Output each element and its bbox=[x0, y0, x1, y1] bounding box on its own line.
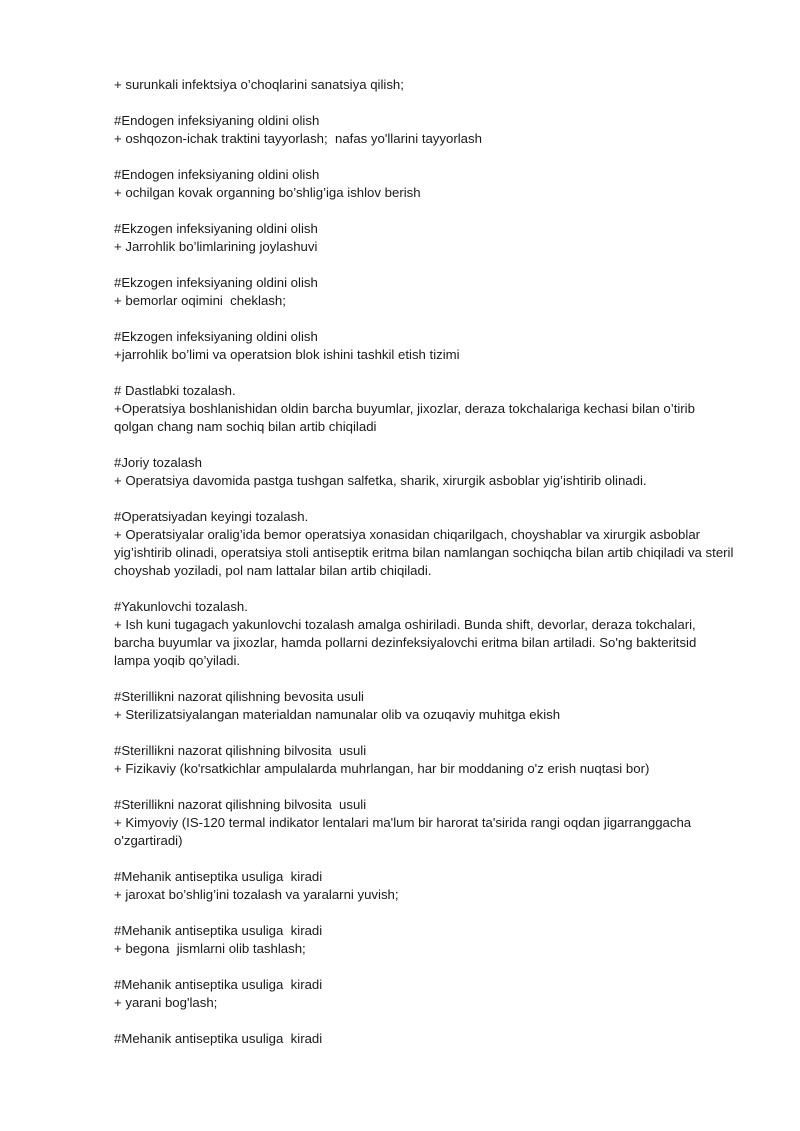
question-block bbox=[114, 1030, 734, 1048]
question-heading: #Yakunlovchi tozalash. bbox=[114, 599, 248, 614]
question-heading: #Mehanik antiseptika usuliga kiradi bbox=[114, 977, 323, 992]
question-heading: #Sterillikni nazorat qilishning bilvosita usuli bbox=[114, 797, 367, 812]
answer-line: + surunkali infektsiya o’choqlarini sanatsiya qilish; bbox=[114, 77, 404, 92]
question-heading: #Ekzogen infeksiyaning oldini olish bbox=[114, 329, 318, 344]
answer-line: + Sterilizatsiyalangan materialdan namunalar olib va ozuqaviy muhitga ekish bbox=[114, 707, 561, 722]
answer-line: + ochilgan kovak organning bo’shlig’iga ishlov berish bbox=[114, 185, 421, 200]
answer-line: + bemorlar oqimini cheklash; bbox=[114, 293, 286, 308]
question-heading: #Endogen infeksiyaning oldini olish bbox=[114, 113, 320, 128]
question-heading: #Sterillikni nazorat qilishning bilvosita usuli bbox=[114, 743, 367, 758]
question-block bbox=[114, 454, 734, 490]
question-block bbox=[114, 382, 734, 436]
question-block bbox=[114, 922, 734, 958]
question-block bbox=[114, 796, 734, 850]
question-heading: #Joriy tozalash bbox=[114, 455, 202, 470]
question-heading: #Mehanik antiseptika usuliga kiradi bbox=[114, 1031, 323, 1046]
answer-line: + Jarrohlik bo’limlarining joylashuvi bbox=[114, 239, 318, 254]
answer-line: + begona jismlarni olib tashlash; bbox=[114, 941, 306, 956]
question-heading: #Operatsiyadan keyingi tozalash. bbox=[114, 509, 309, 524]
question-block bbox=[114, 76, 734, 94]
answer-line: + Ish kuni tugagach yakunlovchi tozalash amalga oshiriladi. Bunda shift, devorlar, deraza tokchalari, barcha buyumlar va jixozlar, hamda pollarni dezinfeksiyalovchi eritma bilan artiladi. So'ng bakteritsid lampa yoqib qo’yiladi. bbox=[114, 617, 700, 668]
answer-line: + Fizikaviy (ko'rsatkichlar ampulalarda muhrlangan, har bir moddaning o'z erish nuqtasi bor) bbox=[114, 761, 650, 776]
answer-line: + Operatsiya davomida pastga tushgan salfetka, sharik, xirurgik asboblar yig’ishtirib olinadi. bbox=[114, 473, 647, 488]
question-block bbox=[114, 220, 734, 256]
answer-line: +Operatsiya boshlanishidan oldin barcha buyumlar, jixozlar, deraza tokchalariga kechasi bilan o’tirib qolgan chang nam sochiq bilan artib chiqiladi bbox=[114, 401, 699, 434]
question-block bbox=[114, 274, 734, 310]
answer-line: + Kimyoviy (IS-120 termal indikator lentalari ma'lum bir harorat ta'sirida rangi oqdan jigarranggacha o'zgartiradi) bbox=[114, 815, 695, 848]
question-block bbox=[114, 742, 734, 778]
question-block bbox=[114, 508, 738, 580]
question-block bbox=[114, 328, 734, 364]
question-heading: # Dastlabki tozalash. bbox=[114, 383, 236, 398]
question-heading: #Mehanik antiseptika usuliga kiradi bbox=[114, 923, 323, 938]
document-page bbox=[114, 76, 738, 1066]
answer-line: + Operatsiyalar oralig’ida bemor operatsiya xonasidan chiqarilgach, choyshablar va xirurgik asboblar yig’ishtirib olinadi, operatsiya stoli antiseptik eritma bilan namlangan sochiqcha bilan artib chiqiladi va steril choyshab yoziladi, pol nam lattalar bilan artib chiqiladi. bbox=[114, 527, 738, 578]
question-heading: #Ekzogen infeksiyaning oldini olish bbox=[114, 275, 318, 290]
question-block bbox=[114, 688, 734, 724]
answer-line: + oshqozon-ichak traktini tayyorlash; nafas yo'llarini tayyorlash bbox=[114, 131, 482, 146]
question-block bbox=[114, 868, 734, 904]
question-block bbox=[114, 976, 734, 1012]
question-block bbox=[114, 598, 734, 670]
question-block bbox=[114, 166, 734, 202]
question-heading: #Mehanik antiseptika usuliga kiradi bbox=[114, 869, 323, 884]
question-heading: #Ekzogen infeksiyaning oldini olish bbox=[114, 221, 318, 236]
answer-line: + jaroxat bo’shlig’ini tozalash va yaralarni yuvish; bbox=[114, 887, 399, 902]
question-heading: #Sterillikni nazorat qilishning bevosita usuli bbox=[114, 689, 364, 704]
answer-line: +jarrohlik bo’limi va operatsion blok ishini tashkil etish tizimi bbox=[114, 347, 460, 362]
question-block bbox=[114, 112, 734, 148]
answer-line: + yarani bog'lash; bbox=[114, 995, 218, 1010]
question-heading: #Endogen infeksiyaning oldini olish bbox=[114, 167, 320, 182]
